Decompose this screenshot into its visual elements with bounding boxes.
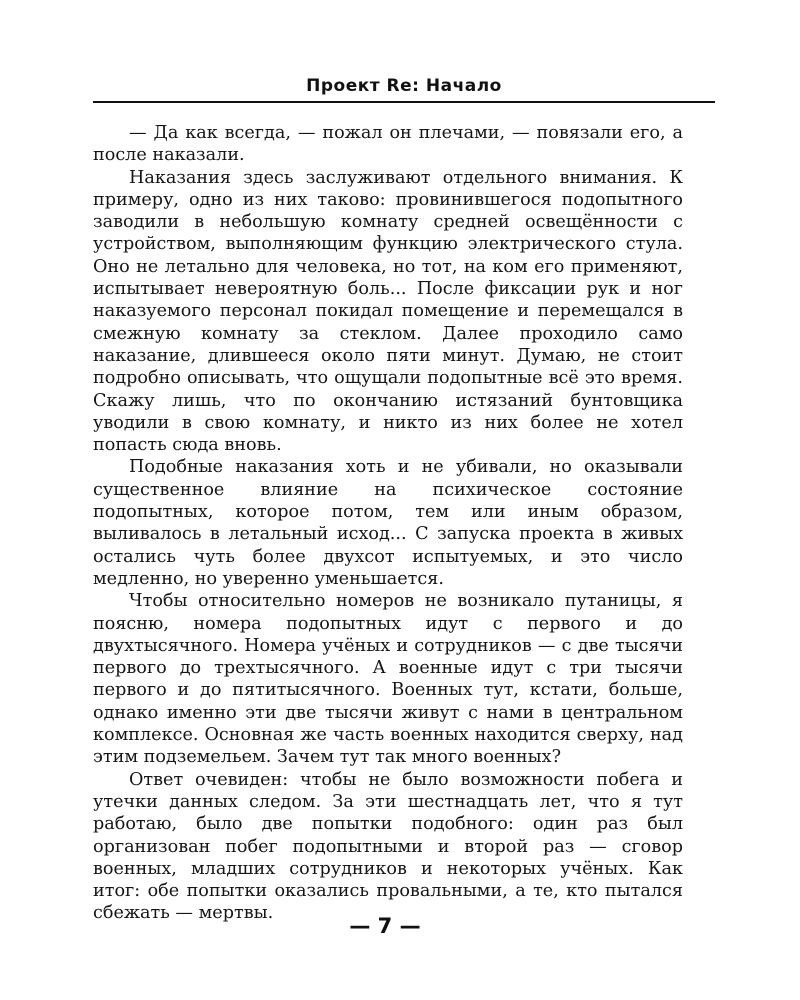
- header-divider: [93, 101, 715, 103]
- paragraph: — Да как всегда, — пожал он плечами, — повязали его, а после наказали.: [93, 123, 683, 166]
- paragraph: Наказания здесь заслуживают отдельного внимания. К примеру, одно из них таково: провинившегося подопытного заводили в небольшую комнату средней освещённости с устройством, выполняющим функцию электрического стула. Оно не летально для человека, но тот, на ком его применяют, испытывает невероятную боль... После фиксации рук и ног наказуемого персонал покидал помещение и перемещался в смежную комнату за стеклом. Далее проходило само наказание, длившееся около пяти минут. Думаю, не стоит подробно описывать, что ощущали подопытные всё это время. Скажу лишь, что по окончанию истязаний бунтовщика уводили в свою комнату, и никто из них более не хотел попасть сюда вновь.: [93, 167, 683, 456]
- paragraph: Подобные наказания хоть и не убивали, но оказывали существенное влияние на психическое состояние подопытных, которое потом, тем или иным образом, выливалось в летальный исход... С запуска проекта в живых остались чуть более двухсот испытуемых, и это число медленно, но уверенно уменьшается.: [93, 457, 683, 589]
- paragraph: Чтобы относительно номеров не возникало путаницы, я поясню, номера подопытных идут с первого и до двухтысячного. Номера учёных и сотрудников — с две тысячи первого до трехтысячного. А военные идут с три тысячи первого и до пятитысячного. Военных тут, кстати, больше, однако именно эти две тысячи живут с нами в центральном комплексе. Основная же часть военных находится сверху, над этим подземельем. Зачем тут так много военных?: [93, 591, 683, 768]
- page-number: — 7 —: [349, 914, 421, 938]
- paragraph: Ответ очевиден: чтобы не было возможности побега и утечки данных следом. За эти шестнадцать лет, что я тут работаю, было две попытки подобного: один раз был организован побег подопытными и второй раз — сговор военных, младших сотрудников и некоторых учёных. Как итог: обе попытки оказались провальными, а те, кто пытался сбежать — мертвы.: [93, 769, 683, 924]
- body-text: [93, 122, 683, 925]
- running-header-title: Проект Re: Начало: [306, 76, 502, 96]
